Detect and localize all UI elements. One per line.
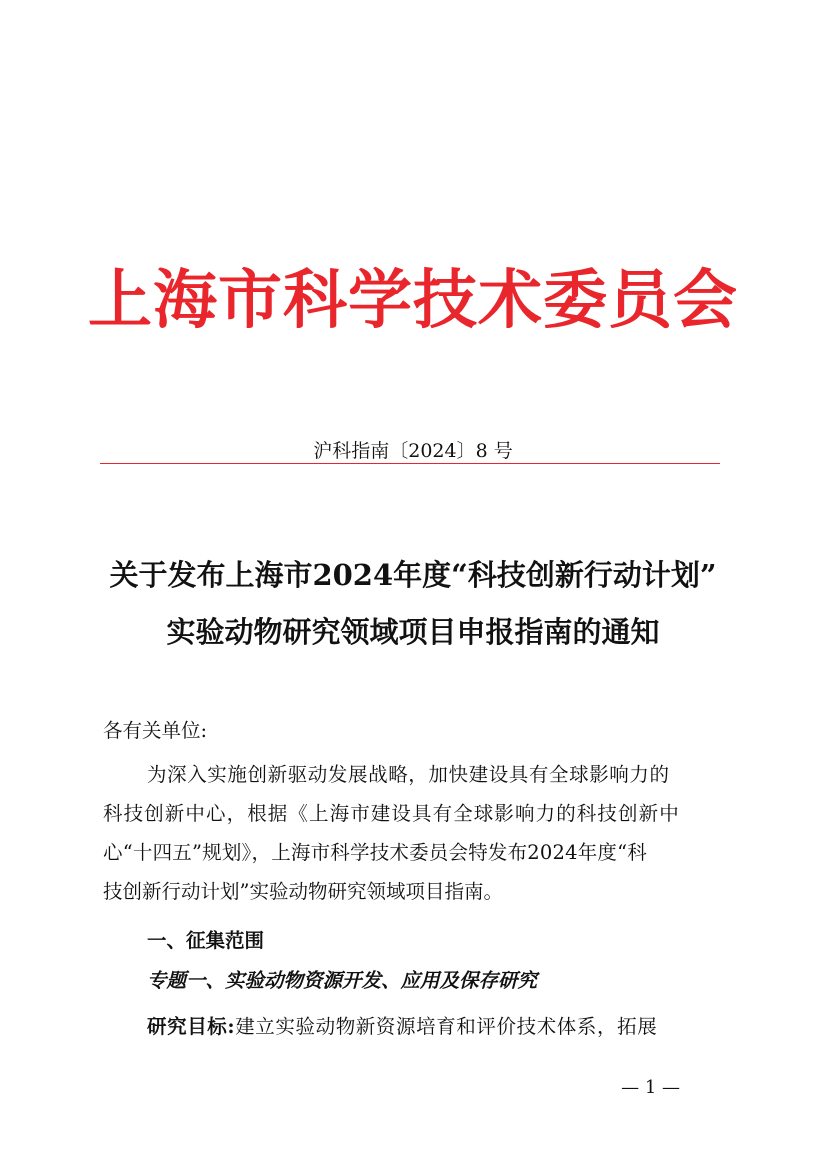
research-goal-label: 研究目标:	[147, 1015, 236, 1038]
salutation: 各有关单位:	[103, 719, 208, 742]
research-goal-line	[147, 1012, 657, 1042]
issuer-name: 上海市科学技术委员会	[88, 263, 738, 338]
body-line: 技创新行动计划”实验动物研究领域项目指南。	[103, 880, 503, 903]
topic-heading: 专题一、实验动物资源开发、应用及保存研究	[147, 969, 538, 992]
document-title-line-2: 实验动物研究领域项目申报指南的通知	[166, 615, 660, 649]
section-heading: 一、征集范围	[147, 929, 265, 952]
body-line: 科技创新中心，根据《上海市建设具有全球影响力的科技创新中	[103, 802, 680, 825]
header-red-rule	[100, 463, 720, 464]
research-goal-text: 建立实验动物新资源培育和评价技术体系，拓展	[235, 1015, 658, 1038]
body-line: 心“十四五”规划》，上海市科学技术委员会特发布2024年度“科	[103, 841, 647, 864]
document-title-line-1: 关于发布上海市2024年度“科技创新行动计划”	[109, 558, 717, 592]
page-number: — 1 —	[621, 1077, 680, 1098]
body-line: 为深入实施创新驱动发展战略，加快建设具有全球影响力的	[147, 763, 670, 786]
document-number: 沪科指南〔2024〕8 号	[313, 440, 513, 462]
